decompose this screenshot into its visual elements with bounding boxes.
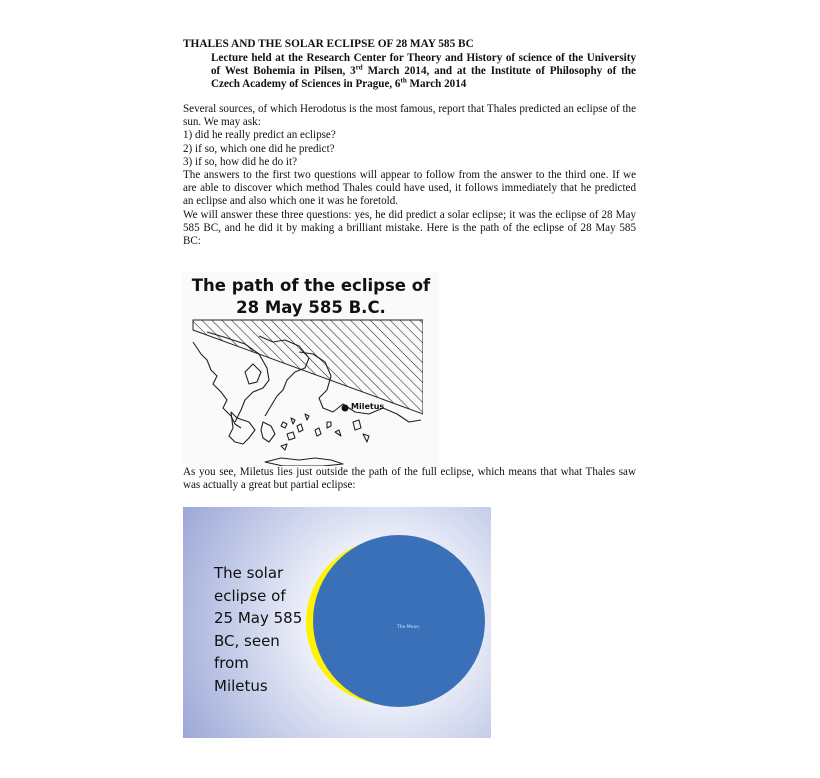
eclipse-caption bbox=[214, 562, 324, 697]
caption-line: from bbox=[214, 654, 249, 672]
map-title bbox=[183, 275, 439, 319]
paragraph: Several sources, of which Herodotus is the most famous, report that Thales predicted an eclipse of the sun. We may ask: bbox=[183, 103, 636, 129]
document-title: THALES AND THE SOLAR ECLIPSE OF 28 MAY 585 BC bbox=[183, 38, 474, 50]
document-page bbox=[183, 38, 636, 248]
moon-label: The Moon bbox=[397, 625, 420, 630]
after-figure-text bbox=[183, 466, 636, 492]
subtitle-sup1: rd bbox=[355, 63, 363, 72]
caption-line: Miletus bbox=[214, 676, 268, 695]
map-title-line2: 28 May 585 B.C. bbox=[236, 298, 386, 317]
miletus-label: Miletus bbox=[351, 402, 385, 411]
question-2: 2) if so, which one did he predict? bbox=[183, 142, 335, 155]
eclipse-path-map-figure bbox=[183, 272, 439, 468]
caption-line: BC, seen bbox=[214, 631, 280, 650]
subtitle-part2: March 2014, and at the Institute of Philosophy of the Czech Academy of Sciences in Prague, 6 bbox=[211, 65, 636, 90]
body-text bbox=[183, 103, 636, 248]
miletus-marker bbox=[342, 405, 349, 412]
subtitle-part1: Lecture held at the Research Center for Theory and History of science of the University of West Bohemia in Pilsen, 3 bbox=[211, 52, 636, 77]
map-title-line1: The path of the eclipse of bbox=[191, 276, 431, 295]
paragraph: We will answer these three questions: yes, he did predict a solar eclipse; it was the eclipse of 28 May 585 BC, and he did it by making a brilliant mistake. Here is the path of the eclipse of 28 May 585 BC: bbox=[183, 208, 636, 248]
subtitle-sup2: th bbox=[400, 76, 407, 85]
paragraph: The answers to the first two questions will appear to follow from the answer to the third one. If we are able to discover which method Thales could have used, it follows immediately that he predicted an eclipse and also which one it was he foretold. bbox=[183, 169, 636, 208]
caption-line: eclipse of bbox=[214, 586, 286, 605]
question-3: 3) if so, how did he do it? bbox=[183, 155, 298, 168]
subtitle-part3: March 2014 bbox=[406, 78, 467, 90]
question-1: 1) did he really predict an eclipse? bbox=[183, 129, 336, 142]
partial-eclipse-figure bbox=[183, 507, 491, 738]
document-subtitle bbox=[211, 52, 636, 91]
caption-line: The solar bbox=[214, 564, 284, 582]
caption-line: 25 May 585 bbox=[214, 609, 303, 627]
paragraph: As you see, Miletus lies just outside the path of the full eclipse, which means that what Thales saw was actually a great but partial eclipse: bbox=[183, 466, 636, 492]
moon-disc bbox=[313, 535, 485, 707]
